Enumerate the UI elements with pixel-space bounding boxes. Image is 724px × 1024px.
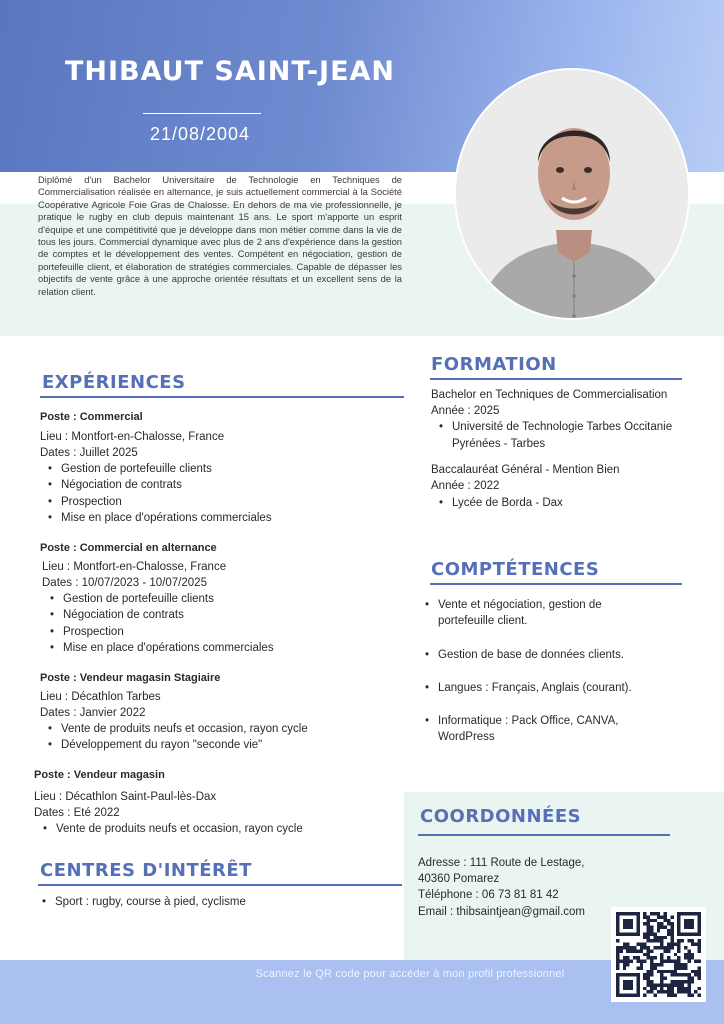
job-title: Poste : Vendeur magasin [34, 769, 165, 781]
job-location: Lieu : Décathlon Saint-Paul-lès-Dax [34, 791, 217, 803]
list-item: • Prospection [48, 494, 272, 510]
qr-code[interactable] [611, 907, 706, 1002]
list-item: • Développement du rayon "seconde vie" [48, 737, 308, 753]
job-location: Lieu : Montfort-en-Chalosse, France [42, 561, 227, 573]
school-list [439, 495, 563, 511]
job-dates: Dates : Eté 2022 [34, 807, 120, 819]
school-list [439, 419, 672, 435]
profile-summary: Diplômé d'un Bachelor Universitaire de Technologie en Techniques de Commercialisation réalisée en alternance, je suis actuellement commercial à la Société Coopérative Agricole Foie Gras de Chalosse. En dehors de ma vie professionnelle, je pratique le rugby en club depuis maintenant 15 ans. Le sport m'apporte un esprit d'équipe et une compétitivité que je développe dans mon métier comme dans la vie de tous les jours. Commercial dynamique avec plus de 2 ans d'expérience dans la gestion de comptes et le développement des ventes. Compétent en négociation, gestion de portefeuille client, et élaboration de stratégies commerciales. Capable de dépasser les objectifs de vente grâce à une approche orientée résultats et un excellent sens de la relation client. [38, 174, 402, 297]
formation-rule [430, 378, 682, 380]
footer-qr-caption: Scannez le QR code pour accéder à mon profil professionnel [255, 968, 565, 980]
job-tasks [43, 821, 303, 837]
candidate-name: THIBAUT SAINT-JEAN [64, 56, 396, 87]
job-dates: Dates : Janvier 2022 [40, 707, 146, 719]
list-item: • Gestion de portefeuille clients [50, 591, 274, 607]
job-title: Poste : Commercial en alternance [40, 542, 217, 554]
interests-title: CENTRES D'INTÉRÊT [40, 860, 252, 881]
profile-photo [454, 68, 690, 320]
list-item: • Informatique : Pack Office, CANVA, WordPress [425, 713, 632, 746]
contact-email[interactable]: Email : thibsaintjean@gmail.com [418, 906, 585, 918]
job-location: Lieu : Montfort-en-Chalosse, France [40, 431, 225, 443]
job-tasks [50, 591, 274, 656]
contact-postal-code: 40360 Pomarez [418, 873, 500, 885]
list-item: • Université de Technologie Tarbes Occitanie [439, 419, 672, 435]
list-item: • Gestion de portefeuille clients [48, 461, 272, 477]
list-item: • Vente de produits neufs et occasion, rayon cycle [43, 821, 303, 837]
job-title: Poste : Commercial [40, 411, 143, 423]
interests-rule [38, 884, 402, 886]
list-item: • Gestion de base de données clients. [425, 647, 632, 663]
skills-title: COMPTÉTENCES [431, 559, 600, 580]
list-item: • Lycée de Borda - Dax [439, 495, 563, 511]
experiences-title: EXPÉRIENCES [42, 372, 186, 393]
job-location: Lieu : Décathlon Tarbes [40, 691, 161, 703]
interests-list [42, 894, 246, 910]
degree-year: Année : 2022 [431, 480, 500, 492]
list-item: • Vente et négociation, gestion de portefeuille client. [425, 597, 632, 630]
birth-date: 21/08/2004 [149, 124, 251, 144]
degree: Bachelor en Techniques de Commercialisation [431, 389, 668, 401]
list-item: • Prospection [50, 624, 274, 640]
list-item: • Langues : Français, Anglais (courant). [425, 680, 632, 696]
list-item: • Mise en place d'opérations commerciales [50, 640, 274, 656]
list-item: • Négociation de contrats [50, 607, 274, 623]
list-item: • Mise en place d'opérations commerciales [48, 510, 272, 526]
contact-phone: Téléphone : 06 73 81 81 42 [418, 889, 559, 901]
contact-address: Adresse : 111 Route de Lestage, [418, 857, 585, 869]
school-continuation: Pyrénées - Tarbes [452, 438, 546, 450]
qr-code-icon [616, 912, 701, 997]
name-divider [143, 113, 261, 114]
list-item: • Sport : rugby, course à pied, cyclisme [42, 894, 246, 910]
degree-year: Année : 2025 [431, 405, 500, 417]
list-item: • Négociation de contrats [48, 477, 272, 493]
experiences-rule [40, 396, 404, 398]
contact-title: COORDONNÉES [420, 806, 582, 827]
person-silhouette-icon [456, 70, 690, 320]
job-dates: Dates : 10/07/2023 - 10/07/2025 [42, 577, 207, 589]
degree: Baccalauréat Général - Mention Bien [431, 464, 620, 476]
job-title: Poste : Vendeur magasin Stagiaire [40, 672, 221, 684]
list-item: • Vente de produits neufs et occasion, rayon cycle [48, 721, 308, 737]
contact-rule [418, 834, 670, 836]
job-tasks [48, 721, 308, 754]
job-dates: Dates : Juillet 2025 [40, 447, 138, 459]
skills-rule [430, 583, 682, 585]
formation-title: FORMATION [431, 354, 557, 375]
job-tasks [48, 461, 272, 526]
skills-list [425, 597, 632, 746]
